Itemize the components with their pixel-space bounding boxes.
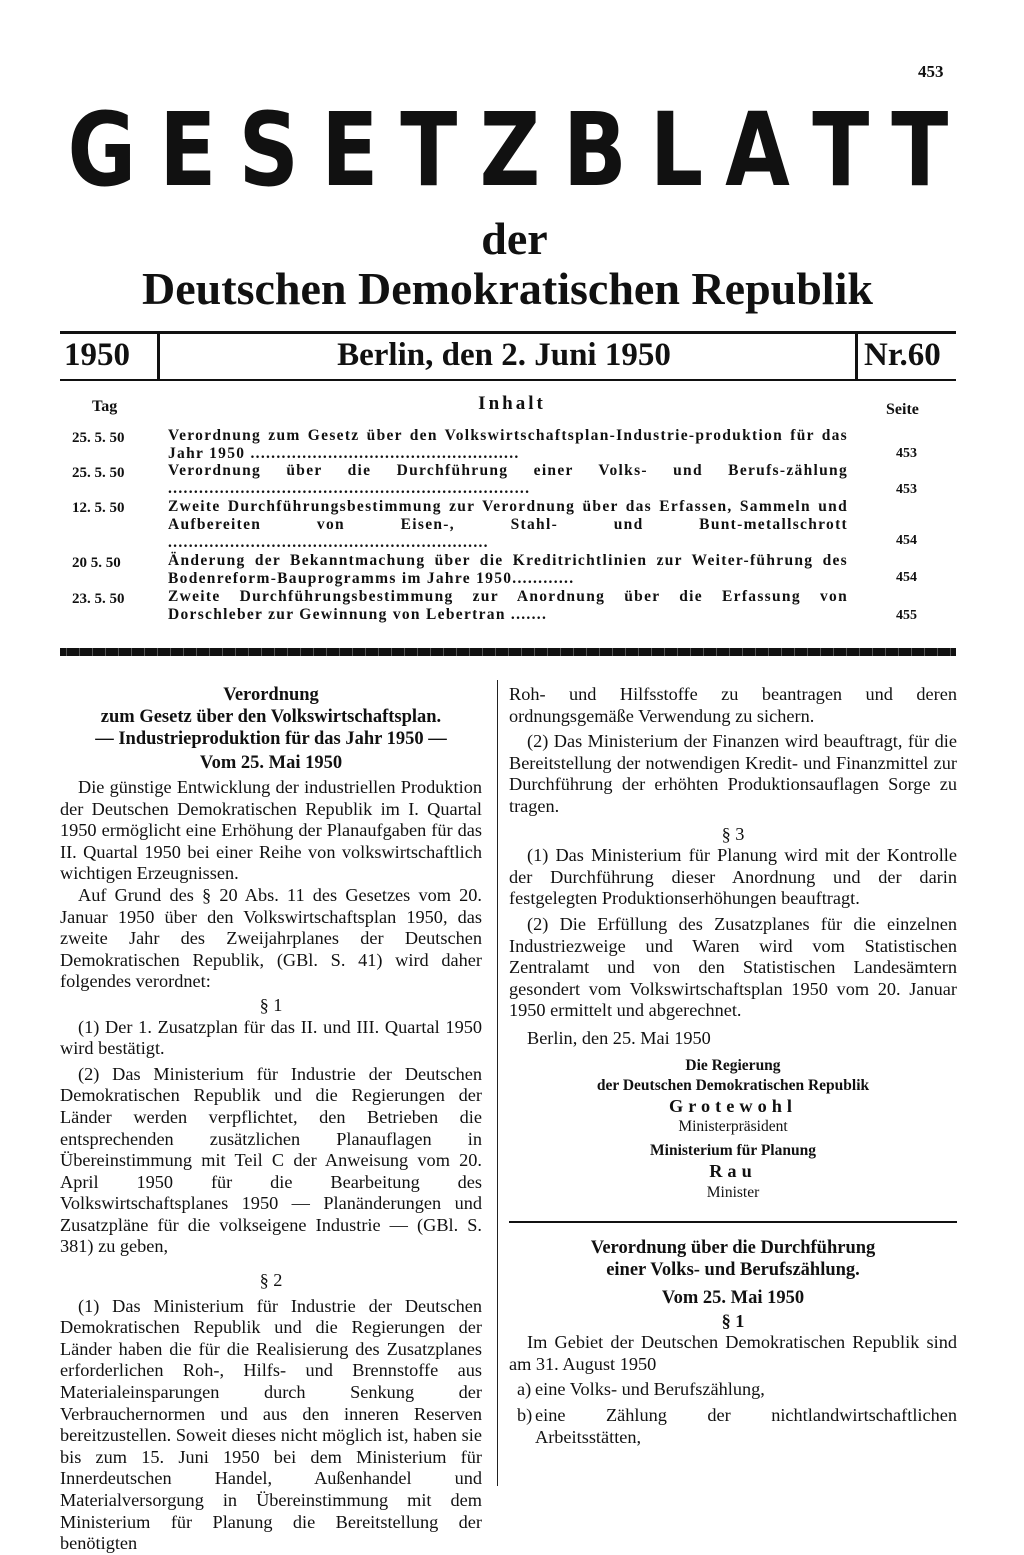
decree-heading-line-2: einer Volks- und Berufszählung. — [606, 1259, 860, 1280]
toc-entry-page: 454 — [896, 533, 917, 548]
date-bar-place-date: Berlin, den 2. Juni 1950 — [337, 337, 671, 373]
list-item-text: eine Zählung der nichtlandwirtschaftlichen Arbeitsstätten, — [535, 1405, 957, 1447]
toc-entry-date: 25. 5. 50 — [72, 430, 125, 446]
content-separator-rule — [60, 648, 956, 656]
toc-entry-text: Verordnung zum Gesetz über den Volkswirtschaftsplan-Industrie-produktion für das Jahr 1950 .................................................... — [168, 427, 848, 462]
masthead-letter: G — [67, 91, 137, 210]
masthead-letter: E — [321, 91, 379, 210]
masthead-letter: T — [400, 91, 458, 210]
signature-government: der Deutschen Demokratischen Republik — [596, 1076, 870, 1094]
paragraph: Auf Grund des § 20 Abs. 11 des Gesetzes vom 20. Januar 1950 über den Volkswirtschaftsplan 1950, das zweite Jahr des Zweijahrplanes der Deutschen Demokratischen Republik, (GBl. S. 41) wird daher folgendes verordnet: — [60, 884, 482, 992]
masthead-subtitle-der: der — [481, 213, 548, 264]
section-mark: § 3 — [721, 823, 745, 844]
toc-entry-text: Zweite Durchführungsbestimmung zur Verordnung über das Erfassen, Sammeln und Aufbereiten von Eisen-, Stahl- und Bunt-metallschrott .............................................................. — [168, 498, 848, 551]
decree-heading-line-2: zum Gesetz über den Volkswirtschaftsplan. — [100, 707, 442, 727]
date-bar-top-rule — [60, 331, 956, 334]
toc-entry-text: Zweite Durchführungsbestimmung zur Anordnung über die Erfassung von Dorschleber zur Gewinnung von Lebertran ....... — [168, 588, 848, 623]
toc-entry-date: 25. 5. 50 — [72, 465, 125, 481]
section-mark: § 2 — [259, 1270, 283, 1291]
toc-entry-page: 453 — [896, 482, 917, 497]
page-number: 453 — [918, 62, 944, 81]
paragraph: (2) Die Erfüllung des Zusatzplanes für die einzelnen Industriezweige und Waren wird vom Statistischen Zentralamt und von den Statistischen Landesämtern gesondert vom Volkswirtschaftsplan 1950 vom 20. Januar 1950 ermittelt und abgerechnet. — [509, 913, 957, 1021]
toc-entry-date: 12. 5. 50 — [72, 500, 125, 516]
toc-entry-page: 454 — [896, 570, 917, 585]
paragraph: (2) Das Ministerium der Finanzen wird beauftragt, für die Bereitstellung der notwendigen Kredit- und Finanzmittel zur Durchführung der erhöhten Produktionsauflagen Sorge zu tragen. — [509, 731, 957, 816]
signature-name: Grotewohl — [669, 1095, 797, 1116]
signature-name: Rau — [709, 1161, 757, 1182]
masthead-letter: A — [725, 91, 790, 210]
date-bar-divider-left — [157, 334, 160, 379]
toc-column-tag: Tag — [92, 398, 118, 415]
signature-government: Die Regierung — [685, 1056, 781, 1074]
signature-ministry: Ministerium für Planung — [650, 1142, 816, 1160]
date-bar-year: 1950 — [64, 337, 130, 373]
signature-role: Ministerpräsident — [678, 1118, 788, 1136]
date-bar-bottom-rule — [60, 379, 956, 381]
decree-heading-line-1: Verordnung über die Durchführung — [590, 1237, 876, 1258]
toc-column-seite: Seite — [886, 401, 919, 418]
toc-entry-text: Änderung der Bekanntmachung über die Kreditrichtlinien zur Weiter-führung des Bodenreform-Bauprogramms im Jahre 1950............ — [168, 552, 848, 587]
list-item-text: eine Volks- und Berufszählung, — [535, 1379, 765, 1400]
decree-date: Vom 25. Mai 1950 — [199, 753, 343, 773]
list-item — [509, 1379, 957, 1401]
decree-date: Vom 25. Mai 1950 — [661, 1287, 805, 1308]
toc-entry-date: 23. 5. 50 — [72, 591, 125, 607]
date-bar-issue-number: Nr.60 — [864, 337, 941, 373]
signature-role: Minister — [706, 1183, 760, 1201]
paragraph: Im Gebiet der Deutschen Demokratischen Republik sind am 31. August 1950 — [509, 1332, 957, 1374]
paragraph: (2) Das Ministerium für Industrie der Deutschen Demokratischen Republik und die Regierungen der Länder werden verpflichtet, den Betrieben die entsprechenden zusätzlichen Planauflagen in Übereinstimmung mit Teil C der Anweisung vom 20. April 1950 für die Bearbeitung des Volkswirtschaftsplanes 1950 — Planänderungen und Zusatzpläne für die volkseigene Industrie — (GBl. S. 381) zu geben, — [60, 1063, 482, 1257]
paragraph: (1) Das Ministerium für Planung wird mit der Kontrolle der Durchführung dieser Anordnung und der darin festgelegten Produktionserhöhungen beauftragt. — [509, 845, 957, 909]
section-mark: § 1 — [259, 994, 283, 1015]
toc-entry-page: 453 — [896, 446, 917, 461]
toc-entry-text: Verordnung über die Durchführung einer Volks- und Berufs-zählung ...................................................................... — [168, 462, 848, 497]
left-column — [60, 684, 482, 1555]
masthead-letter: E — [159, 91, 217, 210]
masthead-letter: B — [563, 91, 628, 210]
list-item-label: a) — [517, 1379, 532, 1400]
masthead-letter: T — [891, 91, 949, 210]
list-item-label: b) — [517, 1405, 533, 1426]
list-item — [509, 1405, 957, 1448]
masthead-title — [60, 92, 955, 210]
section-divider-rule — [509, 1221, 957, 1223]
decree-heading-line-1: Verordnung — [223, 685, 319, 705]
place-date: Berlin, den 25. Mai 1950 — [527, 1027, 711, 1048]
masthead-letter: L — [649, 91, 703, 210]
decree-heading-line-3: — Industrieproduktion für das Jahr 1950 — — [95, 729, 447, 749]
column-divider — [497, 680, 498, 1486]
section-mark: § 1 — [721, 1310, 745, 1331]
toc-entry-page: 455 — [896, 608, 917, 623]
paragraph: (1) Der 1. Zusatzplan für das II. und III. Quartal 1950 wird bestätigt. — [60, 1016, 482, 1059]
paragraph: Die günstige Entwicklung der industriellen Produktion der Deutschen Demokratischen Republik im I. Quartal 1950 ermöglicht eine Erhöhung der Planaufgaben für das II. Quartal 1950 bei einer Reihe von volkswirtschaftlich wichtigen Erzeugnissen. — [60, 777, 482, 884]
masthead-letter: T — [812, 91, 870, 210]
masthead-letter: Z — [479, 91, 541, 210]
masthead-letter: S — [238, 91, 300, 210]
date-bar-divider-right — [855, 334, 858, 379]
right-column — [509, 684, 957, 1448]
toc-title: Inhalt — [478, 393, 546, 414]
toc-entry-date: 20 5. 50 — [72, 555, 121, 571]
paragraph: Roh- und Hilfsstoffe zu beantragen und deren ordnungsgemäße Verwendung zu sichern. — [509, 684, 957, 726]
paragraph: (1) Das Ministerium für Industrie der Deutschen Demokratischen Republik und die Regierungen der Länder haben die für die Realisierung des Zusatzplanes erforderlichen Roh-, Hilfs- und Brennstoffe aus Materialeinsparungen durch Senkung der Verbrauchernormen und aus den inneren Reserven bereitzustellen. Soweit dieses nicht möglich ist, haben sie bis zum 15. Juni 1950 bei dem Ministerium für Innerdeutschen Handel, Außenhandel und Materialversorgung in Übereinstimmung mit dem Ministerium für Planung die Bereitstellung der benötigten — [60, 1295, 482, 1554]
masthead-subtitle-state: Deutschen Demokratischen Republik — [142, 263, 873, 314]
